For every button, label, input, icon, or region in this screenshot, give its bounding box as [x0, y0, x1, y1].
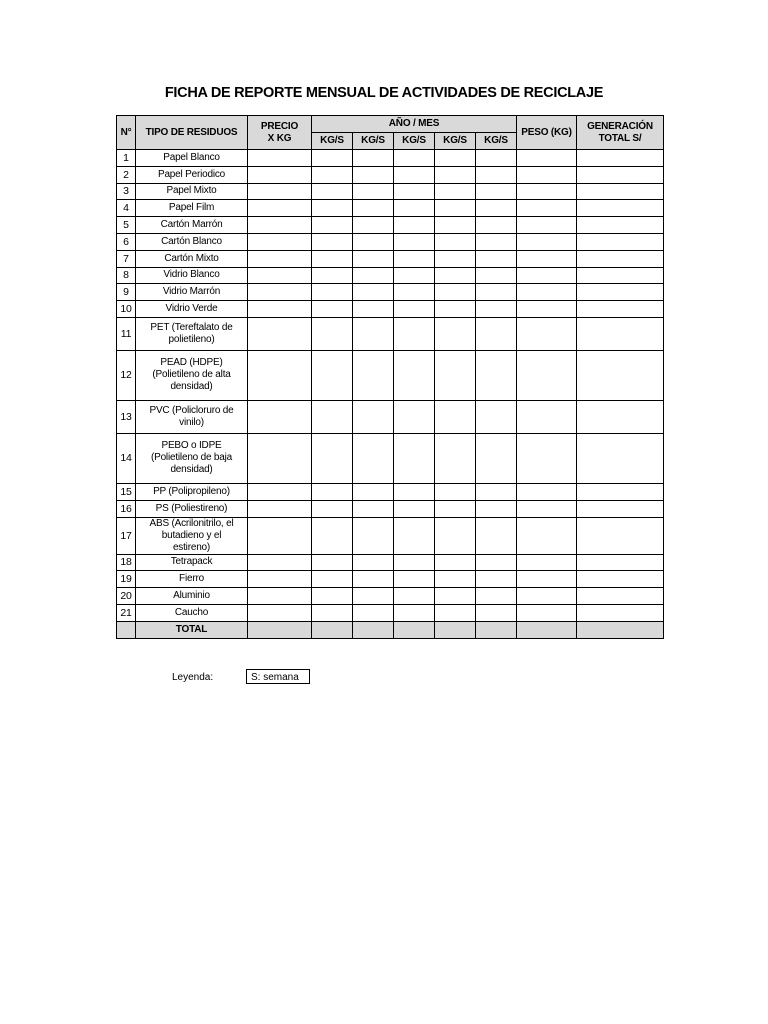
row-number: 14: [117, 433, 136, 483]
legend-box: S: semana: [246, 669, 310, 684]
table-row: [117, 483, 664, 500]
total-generation-cell[interactable]: [577, 350, 664, 400]
week-kg-cell[interactable]: [353, 571, 394, 588]
waste-type: PEAD (HDPE) (Polietileno de alta densidad): [136, 350, 248, 400]
row-number: 13: [117, 400, 136, 433]
price-cell[interactable]: [248, 604, 312, 621]
week-kg-cell[interactable]: [476, 433, 517, 483]
total-label: TOTAL: [136, 621, 248, 638]
table-row: [117, 588, 664, 605]
total-cell[interactable]: [312, 621, 353, 638]
row-number: 17: [117, 517, 136, 554]
week-kg-cell[interactable]: [394, 166, 435, 183]
weight-cell[interactable]: [517, 233, 577, 250]
waste-type: PS (Poliestireno): [136, 500, 248, 517]
table-row: [117, 400, 664, 433]
price-cell[interactable]: [248, 166, 312, 183]
price-cell[interactable]: [248, 517, 312, 554]
week-kg-cell[interactable]: [353, 317, 394, 350]
price-cell[interactable]: [248, 284, 312, 301]
waste-type: ABS (Acrilonitrilo, el butadieno y el estireno): [136, 517, 248, 554]
week-kg-cell[interactable]: [394, 150, 435, 167]
week-kg-cell[interactable]: [435, 571, 476, 588]
week-kg-cell[interactable]: [476, 150, 517, 167]
header-waste-type: TIPO DE RESIDUOS: [136, 116, 248, 150]
table-row: [117, 217, 664, 234]
week-kg-cell[interactable]: [435, 317, 476, 350]
total-generation-cell[interactable]: [577, 604, 664, 621]
total-cell[interactable]: [394, 621, 435, 638]
week-kg-cell[interactable]: [312, 517, 353, 554]
week-kg-cell[interactable]: [476, 284, 517, 301]
total-generation-cell[interactable]: [577, 200, 664, 217]
week-kg-cell[interactable]: [353, 301, 394, 318]
week-kg-cell[interactable]: [353, 183, 394, 200]
week-kg-cell[interactable]: [353, 350, 394, 400]
total-generation-cell[interactable]: [577, 588, 664, 605]
weight-cell[interactable]: [517, 571, 577, 588]
weight-cell[interactable]: [517, 284, 577, 301]
weight-cell[interactable]: [517, 217, 577, 234]
waste-type: Vidrio Verde: [136, 301, 248, 318]
waste-type: PET (Tereftalato de polietileno): [136, 317, 248, 350]
total-generation-cell[interactable]: [577, 250, 664, 267]
week-kg-cell[interactable]: [353, 233, 394, 250]
weight-cell[interactable]: [517, 400, 577, 433]
week-kg-cell[interactable]: [394, 267, 435, 284]
week-kg-cell[interactable]: [353, 217, 394, 234]
price-cell[interactable]: [248, 554, 312, 571]
week-kg-cell[interactable]: [435, 284, 476, 301]
table-row: [117, 433, 664, 483]
week-kg-cell[interactable]: [353, 500, 394, 517]
week-kg-cell[interactable]: [394, 250, 435, 267]
row-number: 3: [117, 183, 136, 200]
table-row: [117, 183, 664, 200]
week-kg-cell[interactable]: [353, 554, 394, 571]
week-kg-cell[interactable]: [312, 500, 353, 517]
weight-cell[interactable]: [517, 200, 577, 217]
header-row-1: [117, 116, 664, 133]
total-generation-cell[interactable]: [577, 483, 664, 500]
header-kgs-week: KG/S: [312, 133, 353, 150]
table-row: [117, 284, 664, 301]
total-generation-cell[interactable]: [577, 554, 664, 571]
price-cell[interactable]: [248, 433, 312, 483]
week-kg-cell[interactable]: [394, 588, 435, 605]
row-number: 20: [117, 588, 136, 605]
week-kg-cell[interactable]: [312, 433, 353, 483]
total-generation-cell[interactable]: [577, 317, 664, 350]
row-number: 16: [117, 500, 136, 517]
week-kg-cell[interactable]: [394, 500, 435, 517]
week-kg-cell[interactable]: [353, 433, 394, 483]
week-kg-cell[interactable]: [394, 483, 435, 500]
row-number: 8: [117, 267, 136, 284]
total-generation-cell[interactable]: [577, 183, 664, 200]
weight-cell[interactable]: [517, 483, 577, 500]
report-title: FICHA DE REPORTE MENSUAL DE ACTIVIDADES DE RECICLAJE: [164, 85, 604, 101]
total-cell[interactable]: [476, 621, 517, 638]
header-kgs-week: KG/S: [476, 133, 517, 150]
week-kg-cell[interactable]: [476, 604, 517, 621]
waste-type: PP (Polipropileno): [136, 483, 248, 500]
table-row: [117, 350, 664, 400]
total-generation-cell[interactable]: [577, 400, 664, 433]
week-kg-cell[interactable]: [435, 233, 476, 250]
week-kg-cell[interactable]: [353, 517, 394, 554]
week-kg-cell[interactable]: [312, 350, 353, 400]
table-row: [117, 200, 664, 217]
header-price-per-kg: PRECIO X KG: [248, 116, 312, 150]
week-kg-cell[interactable]: [435, 267, 476, 284]
week-kg-cell[interactable]: [312, 317, 353, 350]
week-kg-cell[interactable]: [476, 200, 517, 217]
week-kg-cell[interactable]: [394, 571, 435, 588]
week-kg-cell[interactable]: [394, 317, 435, 350]
table-row: [117, 301, 664, 318]
week-kg-cell[interactable]: [353, 604, 394, 621]
total-row: [117, 621, 664, 638]
week-kg-cell[interactable]: [353, 150, 394, 167]
table-row: [117, 250, 664, 267]
table-row: [117, 604, 664, 621]
total-generation-cell[interactable]: [577, 301, 664, 318]
row-number: 7: [117, 250, 136, 267]
waste-type: Tetrapack: [136, 554, 248, 571]
header-year-month: AÑO / MES: [312, 116, 517, 133]
waste-type: Cartón Marrón: [136, 217, 248, 234]
total-generation-cell[interactable]: [577, 517, 664, 554]
table-row: [117, 500, 664, 517]
week-kg-cell[interactable]: [476, 166, 517, 183]
row-number: 21: [117, 604, 136, 621]
week-kg-cell[interactable]: [353, 267, 394, 284]
week-kg-cell[interactable]: [312, 284, 353, 301]
week-kg-cell[interactable]: [476, 588, 517, 605]
total-generation-cell[interactable]: [577, 284, 664, 301]
waste-type: Caucho: [136, 604, 248, 621]
price-cell[interactable]: [248, 233, 312, 250]
weight-cell[interactable]: [517, 150, 577, 167]
week-kg-cell[interactable]: [394, 200, 435, 217]
price-cell[interactable]: [248, 150, 312, 167]
total-generation-cell[interactable]: [577, 267, 664, 284]
row-number: 19: [117, 571, 136, 588]
week-kg-cell[interactable]: [435, 604, 476, 621]
row-number: 2: [117, 166, 136, 183]
total-cell[interactable]: [517, 621, 577, 638]
week-kg-cell[interactable]: [394, 604, 435, 621]
weight-cell[interactable]: [517, 604, 577, 621]
total-generation-cell[interactable]: [577, 571, 664, 588]
table-row: [117, 517, 664, 554]
week-kg-cell[interactable]: [394, 217, 435, 234]
header-total-generation: GENERACIÓN TOTAL S/: [577, 116, 664, 150]
week-kg-cell[interactable]: [353, 483, 394, 500]
row-number: 6: [117, 233, 136, 250]
week-kg-cell[interactable]: [394, 350, 435, 400]
table-row: [117, 317, 664, 350]
row-number: 5: [117, 217, 136, 234]
week-kg-cell[interactable]: [476, 554, 517, 571]
week-kg-cell[interactable]: [476, 400, 517, 433]
total-cell[interactable]: [353, 621, 394, 638]
table-body: [117, 150, 664, 622]
weight-cell[interactable]: [517, 317, 577, 350]
week-kg-cell[interactable]: [353, 284, 394, 301]
week-kg-cell[interactable]: [353, 200, 394, 217]
week-kg-cell[interactable]: [476, 500, 517, 517]
week-kg-cell[interactable]: [353, 250, 394, 267]
week-kg-cell[interactable]: [435, 150, 476, 167]
waste-type: Papel Blanco: [136, 150, 248, 167]
week-kg-cell[interactable]: [476, 301, 517, 318]
week-kg-cell[interactable]: [435, 588, 476, 605]
recycling-report-table: [116, 115, 664, 639]
week-kg-cell[interactable]: [435, 301, 476, 318]
week-kg-cell[interactable]: [312, 150, 353, 167]
week-kg-cell[interactable]: [476, 517, 517, 554]
weight-cell[interactable]: [517, 250, 577, 267]
price-cell[interactable]: [248, 500, 312, 517]
price-cell[interactable]: [248, 250, 312, 267]
weight-cell[interactable]: [517, 588, 577, 605]
weight-cell[interactable]: [517, 517, 577, 554]
week-kg-cell[interactable]: [394, 400, 435, 433]
legend-label: Leyenda:: [172, 672, 214, 683]
waste-type: PVC (Policloruro de vinilo): [136, 400, 248, 433]
total-cell[interactable]: [248, 621, 312, 638]
price-cell[interactable]: [248, 217, 312, 234]
weight-cell[interactable]: [517, 267, 577, 284]
header-kgs-week: KG/S: [353, 133, 394, 150]
week-kg-cell[interactable]: [312, 217, 353, 234]
week-kg-cell[interactable]: [312, 571, 353, 588]
week-kg-cell[interactable]: [312, 400, 353, 433]
week-kg-cell[interactable]: [312, 604, 353, 621]
week-kg-cell[interactable]: [312, 183, 353, 200]
week-kg-cell[interactable]: [394, 554, 435, 571]
week-kg-cell[interactable]: [476, 250, 517, 267]
week-kg-cell[interactable]: [312, 554, 353, 571]
price-cell[interactable]: [248, 350, 312, 400]
waste-type: Cartón Mixto: [136, 250, 248, 267]
header-number: N°: [117, 116, 136, 150]
week-kg-cell[interactable]: [312, 483, 353, 500]
waste-type: Vidrio Marrón: [136, 284, 248, 301]
total-cell[interactable]: [435, 621, 476, 638]
total-generation-cell[interactable]: [577, 433, 664, 483]
week-kg-cell[interactable]: [394, 301, 435, 318]
week-kg-cell[interactable]: [312, 267, 353, 284]
waste-type: Papel Film: [136, 200, 248, 217]
total-generation-cell[interactable]: [577, 233, 664, 250]
week-kg-cell[interactable]: [435, 433, 476, 483]
table-row: [117, 233, 664, 250]
total-generation-cell[interactable]: [577, 500, 664, 517]
week-kg-cell[interactable]: [394, 233, 435, 250]
weight-cell[interactable]: [517, 350, 577, 400]
week-kg-cell[interactable]: [476, 483, 517, 500]
week-kg-cell[interactable]: [476, 571, 517, 588]
price-cell[interactable]: [248, 588, 312, 605]
week-kg-cell[interactable]: [476, 267, 517, 284]
week-kg-cell[interactable]: [435, 250, 476, 267]
table-row: [117, 150, 664, 167]
price-cell[interactable]: [248, 483, 312, 500]
week-kg-cell[interactable]: [435, 217, 476, 234]
week-kg-cell[interactable]: [476, 183, 517, 200]
row-number: 10: [117, 301, 136, 318]
row-number: 4: [117, 200, 136, 217]
waste-type: Papel Periodico: [136, 166, 248, 183]
week-kg-cell[interactable]: [312, 200, 353, 217]
week-kg-cell[interactable]: [476, 233, 517, 250]
total-empty-cell: [117, 621, 136, 638]
week-kg-cell[interactable]: [435, 483, 476, 500]
week-kg-cell[interactable]: [435, 400, 476, 433]
week-kg-cell[interactable]: [353, 166, 394, 183]
row-number: 15: [117, 483, 136, 500]
row-number: 9: [117, 284, 136, 301]
week-kg-cell[interactable]: [435, 183, 476, 200]
week-kg-cell[interactable]: [435, 200, 476, 217]
waste-type: Fierro: [136, 571, 248, 588]
header-kgs-week: KG/S: [435, 133, 476, 150]
week-kg-cell[interactable]: [435, 500, 476, 517]
waste-type: Cartón Blanco: [136, 233, 248, 250]
week-kg-cell[interactable]: [476, 350, 517, 400]
weight-cell[interactable]: [517, 433, 577, 483]
waste-type: PEBO o IDPE (Polietileno de baja densidad): [136, 433, 248, 483]
weight-cell[interactable]: [517, 166, 577, 183]
week-kg-cell[interactable]: [312, 250, 353, 267]
week-kg-cell[interactable]: [394, 183, 435, 200]
price-cell[interactable]: [248, 400, 312, 433]
total-generation-cell[interactable]: [577, 150, 664, 167]
header-kgs-week: KG/S: [394, 133, 435, 150]
weight-cell[interactable]: [517, 500, 577, 517]
week-kg-cell[interactable]: [435, 517, 476, 554]
header-weight: PESO (KG): [517, 116, 577, 150]
row-number: 12: [117, 350, 136, 400]
week-kg-cell[interactable]: [435, 166, 476, 183]
week-kg-cell[interactable]: [435, 350, 476, 400]
week-kg-cell[interactable]: [312, 233, 353, 250]
week-kg-cell[interactable]: [476, 217, 517, 234]
weight-cell[interactable]: [517, 554, 577, 571]
table-row: [117, 554, 664, 571]
row-number: 18: [117, 554, 136, 571]
week-kg-cell[interactable]: [394, 284, 435, 301]
total-generation-cell[interactable]: [577, 217, 664, 234]
table-row: [117, 571, 664, 588]
week-kg-cell[interactable]: [312, 588, 353, 605]
table-row: [117, 267, 664, 284]
week-kg-cell[interactable]: [353, 400, 394, 433]
waste-type: Aluminio: [136, 588, 248, 605]
week-kg-cell[interactable]: [312, 166, 353, 183]
price-cell[interactable]: [248, 267, 312, 284]
weight-cell[interactable]: [517, 301, 577, 318]
row-number: 11: [117, 317, 136, 350]
week-kg-cell[interactable]: [394, 433, 435, 483]
weight-cell[interactable]: [517, 183, 577, 200]
waste-type: Vidrio Blanco: [136, 267, 248, 284]
week-kg-cell[interactable]: [394, 517, 435, 554]
table-row: [117, 166, 664, 183]
price-cell[interactable]: [248, 200, 312, 217]
row-number: 1: [117, 150, 136, 167]
price-cell[interactable]: [248, 183, 312, 200]
price-cell[interactable]: [248, 571, 312, 588]
week-kg-cell[interactable]: [435, 554, 476, 571]
week-kg-cell[interactable]: [312, 301, 353, 318]
week-kg-cell[interactable]: [476, 317, 517, 350]
week-kg-cell[interactable]: [353, 588, 394, 605]
total-generation-cell[interactable]: [577, 166, 664, 183]
price-cell[interactable]: [248, 301, 312, 318]
price-cell[interactable]: [248, 317, 312, 350]
waste-type: Papel Mixto: [136, 183, 248, 200]
total-cell[interactable]: [577, 621, 664, 638]
